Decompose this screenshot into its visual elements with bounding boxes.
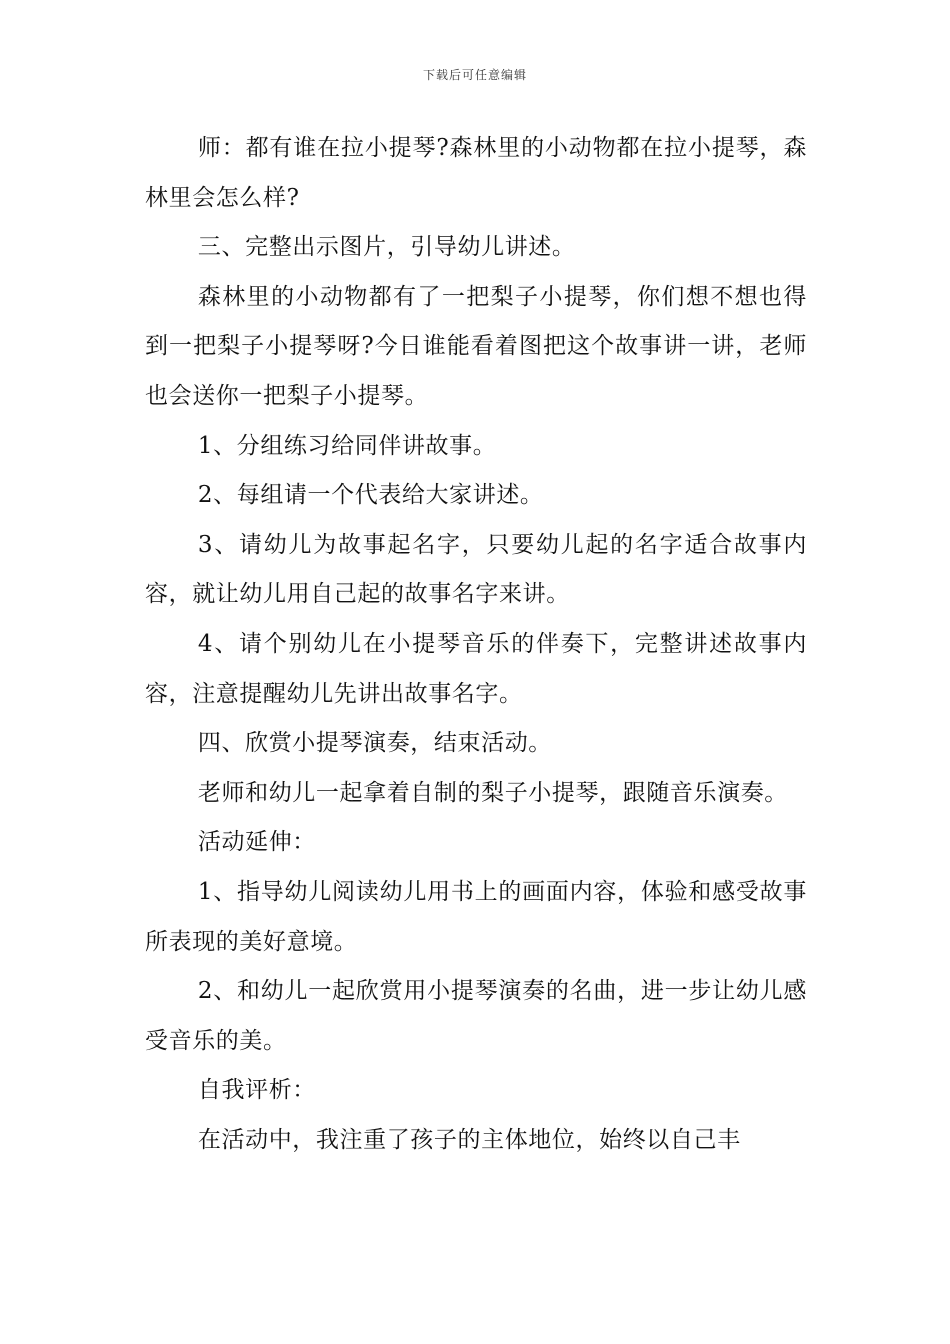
heading-section-four: 四、欣赏小提琴演奏，结束活动。 <box>197 730 552 757</box>
list-item-1: 1、分组练习给同伴讲故事。 <box>197 432 497 459</box>
extension-item-1: 1、指导幼儿阅读幼儿用书上的画面内容，体验和感受故事所表现的美好意境。 <box>145 878 807 955</box>
extension-item-2: 2、和幼儿一起欣赏用小提琴演奏的名曲，进一步让幼儿感受音乐的美。 <box>145 978 807 1054</box>
heading-activity-extension: 活动延伸： <box>197 829 316 856</box>
page-header: 下载后可任意编辑 <box>422 68 527 82</box>
list-item-4: 4、请个别幼儿在小提琴音乐的伴奏下，完整讲述故事内容，注意提醒幼儿先讲出故事名字。 <box>145 630 807 707</box>
paragraph-self-evaluation: 在活动中，我注重了孩子的主体地位，始终以自己丰 <box>197 1126 741 1153</box>
paragraph-teacher-question: 师：都有谁在拉小提琴?森林里的小动物都在拉小提琴，森林里会怎么样? <box>145 135 807 211</box>
list-item-3: 3、请幼儿为故事起名字，只要幼儿起的名字适合故事内容，就让幼儿用自己起的故事名字来讲。 <box>145 531 807 608</box>
heading-section-three: 三、完整出示图片，引导幼儿讲述。 <box>197 234 576 261</box>
paragraph-performance: 老师和幼儿一起拿着自制的梨子小提琴，跟随音乐演奏。 <box>197 779 788 806</box>
heading-self-evaluation: 自我评析： <box>197 1077 316 1104</box>
list-item-2: 2、每组请一个代表给大家讲述。 <box>197 482 544 509</box>
document-body <box>145 124 807 1165</box>
paragraph-forest-violin: 森林里的小动物都有了一把梨子小提琴，你们想不想也得到一把梨子小提琴呀?今日谁能看着图把这个故事讲一讲，老师也会送你一把梨子小提琴。 <box>145 283 807 409</box>
